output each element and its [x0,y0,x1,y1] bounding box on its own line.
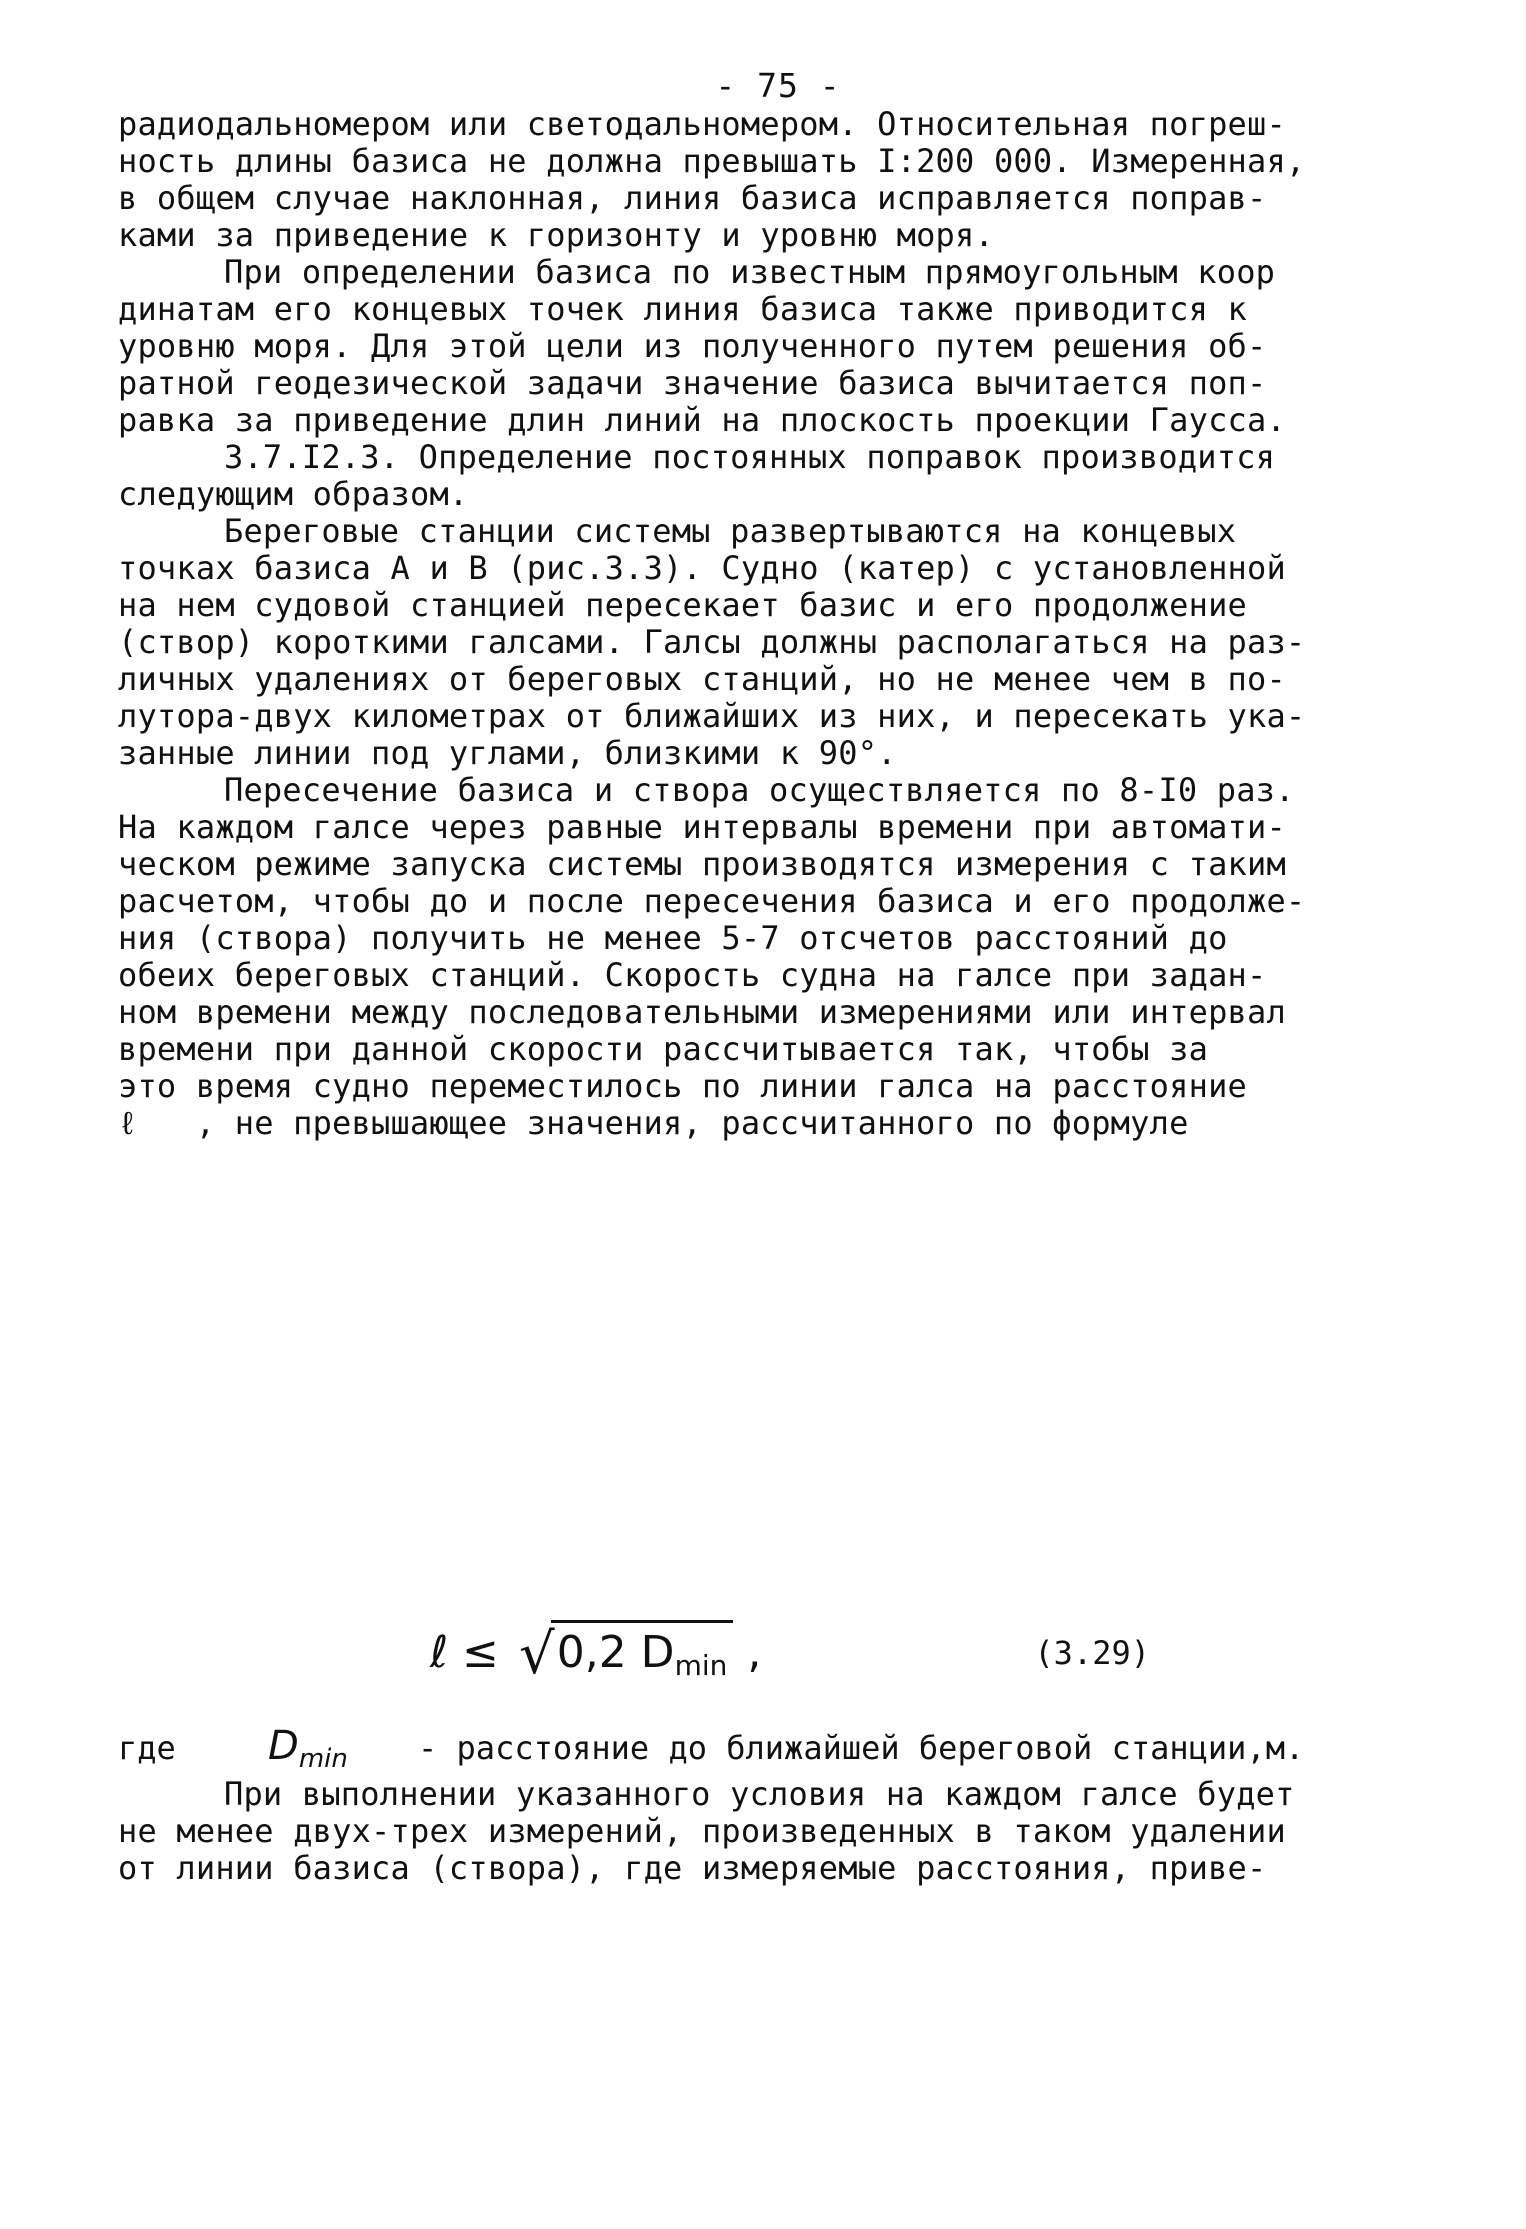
formula-3-29 [430,1620,1150,1710]
where-word: где [118,1729,176,1767]
dmin-definition: - расстояние до ближайшей береговой станции,м. [418,1729,1305,1767]
text-line: Береговые станции системы развертываются на концевых [224,512,1237,550]
text-line: радиодальномером или светодальномером. Относительная погреш- [118,105,1286,143]
radicand-subscript: min [674,1649,728,1682]
text-line: ния (створа) получить не менее 5-7 отсчетов расстояний до [118,919,1228,957]
text-line: На каждом галсе через равные интервалы времени при автомати- [118,808,1286,846]
text-line: лутора-двух километрах от ближайших из них, и пересекать ука- [118,697,1306,735]
text-line: занные линии под углами, близкими к 90°. [118,734,897,772]
text-line: динатам его концевых точек линия базиса также приводится к [118,290,1248,328]
text-line: (створ) короткими галсами. Галсы должны располагаться на раз- [118,623,1306,661]
text-line: ратной геодезической задачи значение базиса вычитается поп- [118,364,1267,402]
section-heading: 3.7.I2.3. Определение постоянных поправок производится [224,438,1276,476]
text-line: расчетом, чтобы до и после пересечения базиса и его продолже- [118,882,1306,920]
text-line: не менее двух-трех измерений, произведенных в таком удалении [118,1812,1286,1850]
text-line: точках базиса A и B (рис.3.3). Судно (катер) с установленной [118,549,1286,587]
text-line: При определении базиса по известным прямоугольным коор [224,253,1276,291]
formula-comma: , [747,1627,762,1678]
text-line: в общем случае наклонная, линия базиса исправляется поправ- [118,179,1267,217]
page-number: - 75 - [715,66,841,105]
text-line: ℓ , не превышающее значения, рассчитанного по формуле [118,1104,1189,1142]
text-line: следующим образом. [118,475,469,513]
text-line: ном времени между последовательными измерениями или интервал [118,993,1286,1031]
text-line: на нем судовой станцией пересекает базис и его продолжение [118,586,1248,624]
text-line: времени при данной скорости рассчитывается так, чтобы за [118,1030,1209,1068]
text-line: обеих береговых станций. Скорость судна на галсе при задан- [118,956,1267,994]
text-line: от линии базиса (створа), где измеряемые расстояния, приве- [118,1849,1267,1887]
where-definition [118,1723,1305,1779]
formula-number: (3.29) [1034,1634,1150,1672]
text-line: ческом режиме запуска системы производятся измерения с таким [118,845,1286,883]
radicand-coef: 0,2 D [556,1627,675,1678]
sqrt-symbol: √ [519,1622,555,1687]
text-line: личных удалениях от береговых станций, но не менее чем в по- [118,660,1286,698]
dmin-letter: D [268,1723,299,1769]
text-line: Пересечение базиса и створа осуществляется по 8-I0 раз. [224,771,1295,809]
text-line: ками за приведение к горизонту и уровню моря. [118,216,994,254]
formula-expression [430,1620,761,1687]
text-line: ность длины базиса не должна превышать I:200 000. Измеренная, [118,142,1306,180]
sqrt [513,1620,733,1687]
dmin-subscript: min [298,1744,348,1774]
dmin-symbol [268,1723,418,1779]
radicand [551,1620,734,1682]
text-line: уровню моря. Для этой цели из полученного путем решения об- [118,327,1267,365]
text-line: равка за приведение длин линий на плоскость проекции Гаусса. [118,401,1286,439]
formula-lhs: ℓ ≤ [430,1627,500,1678]
text-line: это время судно переместилось по линии галса на расстояние [118,1067,1248,1105]
text-line: При выполнении указанного условия на каждом галсе будет [224,1775,1295,1813]
